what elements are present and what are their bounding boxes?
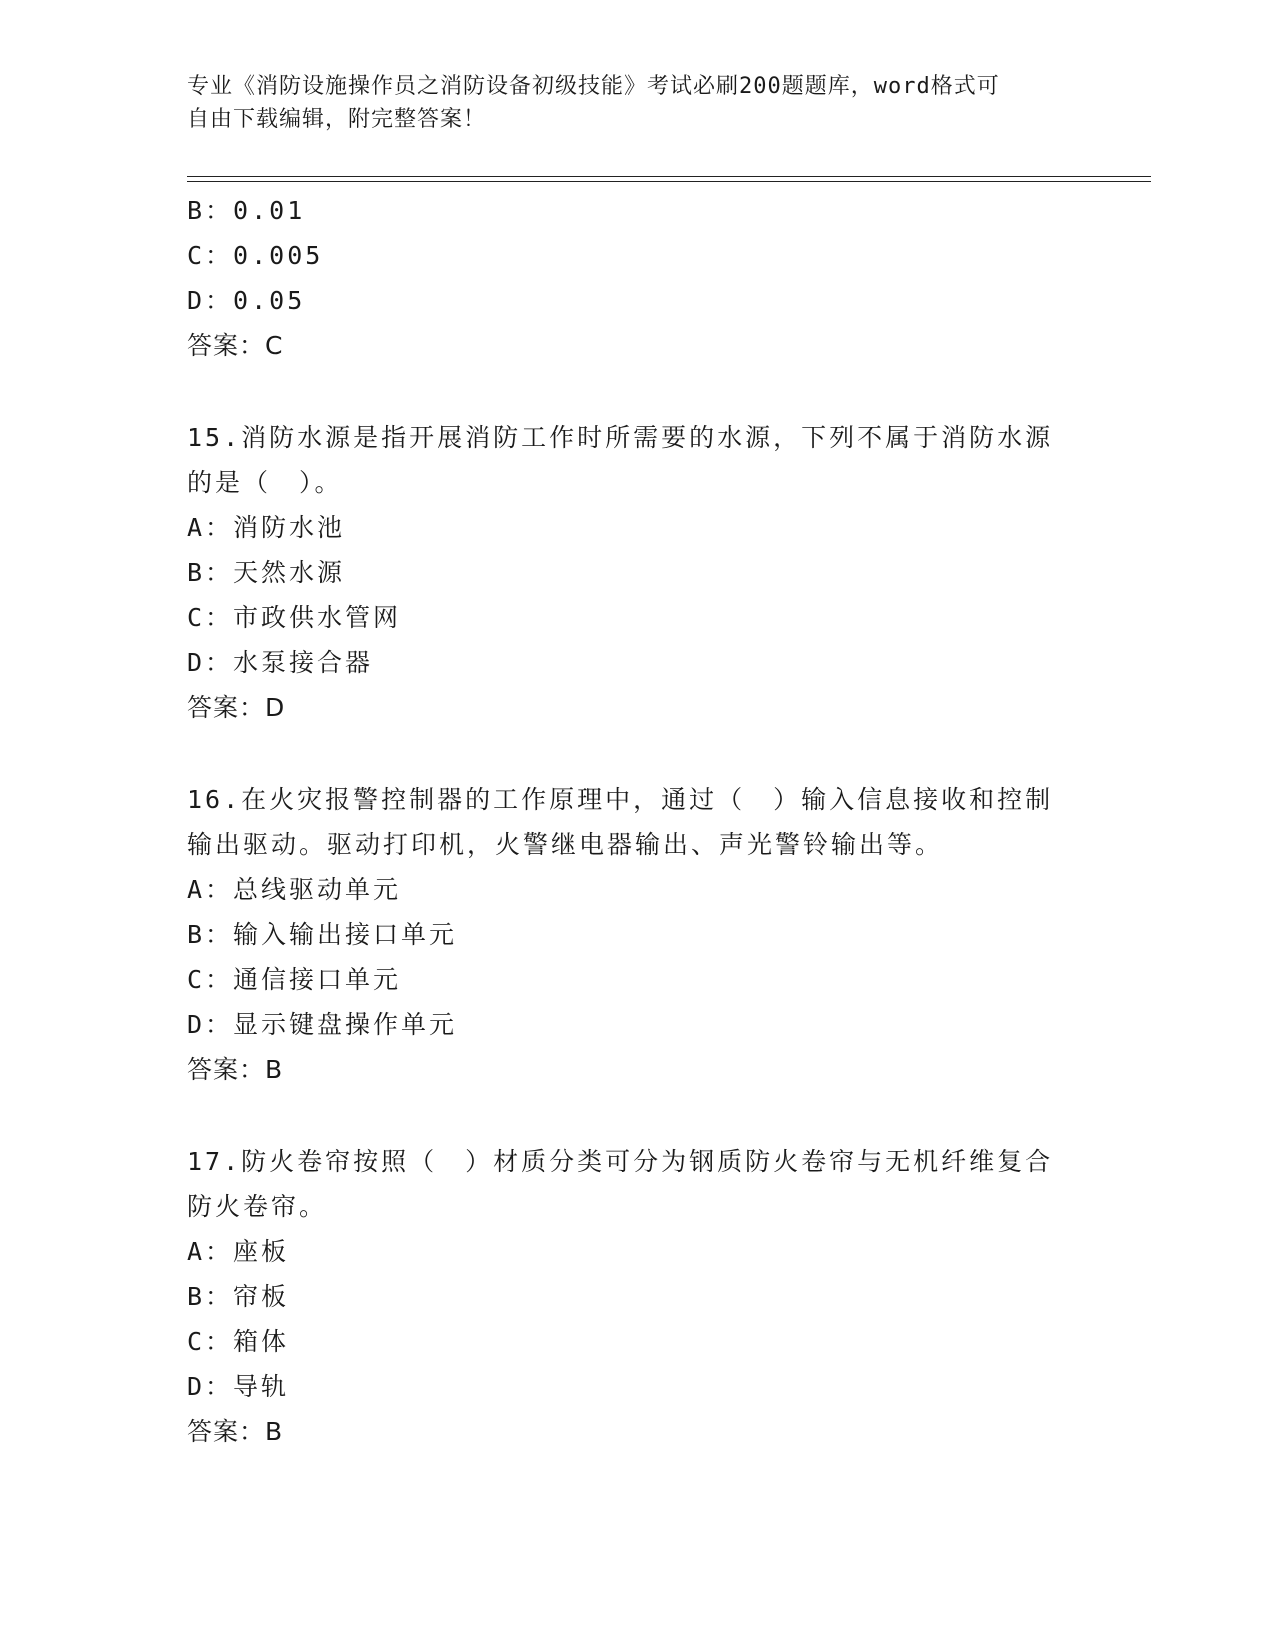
question-list xyxy=(187,188,1087,1454)
option-c: C：市政供水管网 xyxy=(187,603,402,632)
option-d: D：水泵接合器 xyxy=(187,648,374,677)
spacer xyxy=(187,730,1087,777)
option-d: D：显示键盘操作单元 xyxy=(187,1010,458,1039)
question-text-line-2: 输出驱动。驱动打印机，火警继电器输出、声光警铃输出等。 xyxy=(187,830,944,859)
option-c: C：通信接口单元 xyxy=(187,965,402,994)
option-b: B：天然水源 xyxy=(187,558,346,587)
header-rule-bottom xyxy=(187,181,1151,182)
question-16 xyxy=(187,777,1087,1092)
option-b: B：输入输出接口单元 xyxy=(187,920,458,949)
question-text-line-2: 防火卷帘。 xyxy=(187,1192,328,1221)
option-d: D：0.05 xyxy=(187,286,306,315)
option-d: D：导轨 xyxy=(187,1372,290,1401)
spacer xyxy=(187,368,1087,415)
question-17 xyxy=(187,1139,1087,1454)
answer: 答案：C xyxy=(187,331,284,360)
question-text-line-1: 16.在火灾报警控制器的工作原理中，通过（ ）输入信息接收和控制 xyxy=(187,785,1054,814)
header-line-1: 专业《消防设施操作员之消防设备初级技能》考试必刷200题题库，word格式可 xyxy=(187,74,1000,99)
spacer xyxy=(187,1092,1087,1139)
option-a: A：总线驱动单元 xyxy=(187,875,402,904)
answer: 答案：B xyxy=(187,1055,284,1084)
header-line-2: 自由下载编辑，附完整答案！ xyxy=(187,107,487,132)
question-text-line-1: 17.防火卷帘按照（ ）材质分类可分为钢质防火卷帘与无机纤维复合 xyxy=(187,1147,1054,1176)
question-text-line-1: 15.消防水源是指开展消防工作时所需要的水源，下列不属于消防水源 xyxy=(187,423,1054,452)
carry-over-question xyxy=(187,188,1087,368)
option-b: B：帘板 xyxy=(187,1282,290,1311)
answer: 答案：D xyxy=(187,693,286,722)
header-rule-top xyxy=(187,176,1151,177)
option-c: C：0.005 xyxy=(187,241,324,270)
document-header xyxy=(187,70,1067,136)
option-a: A：座板 xyxy=(187,1237,290,1266)
option-a: A：消防水池 xyxy=(187,513,346,542)
question-text-line-2: 的是（ ）。 xyxy=(187,468,343,497)
option-c: C：箱体 xyxy=(187,1327,290,1356)
question-15 xyxy=(187,415,1087,730)
option-b: B：0.01 xyxy=(187,196,306,225)
answer: 答案：B xyxy=(187,1417,284,1446)
